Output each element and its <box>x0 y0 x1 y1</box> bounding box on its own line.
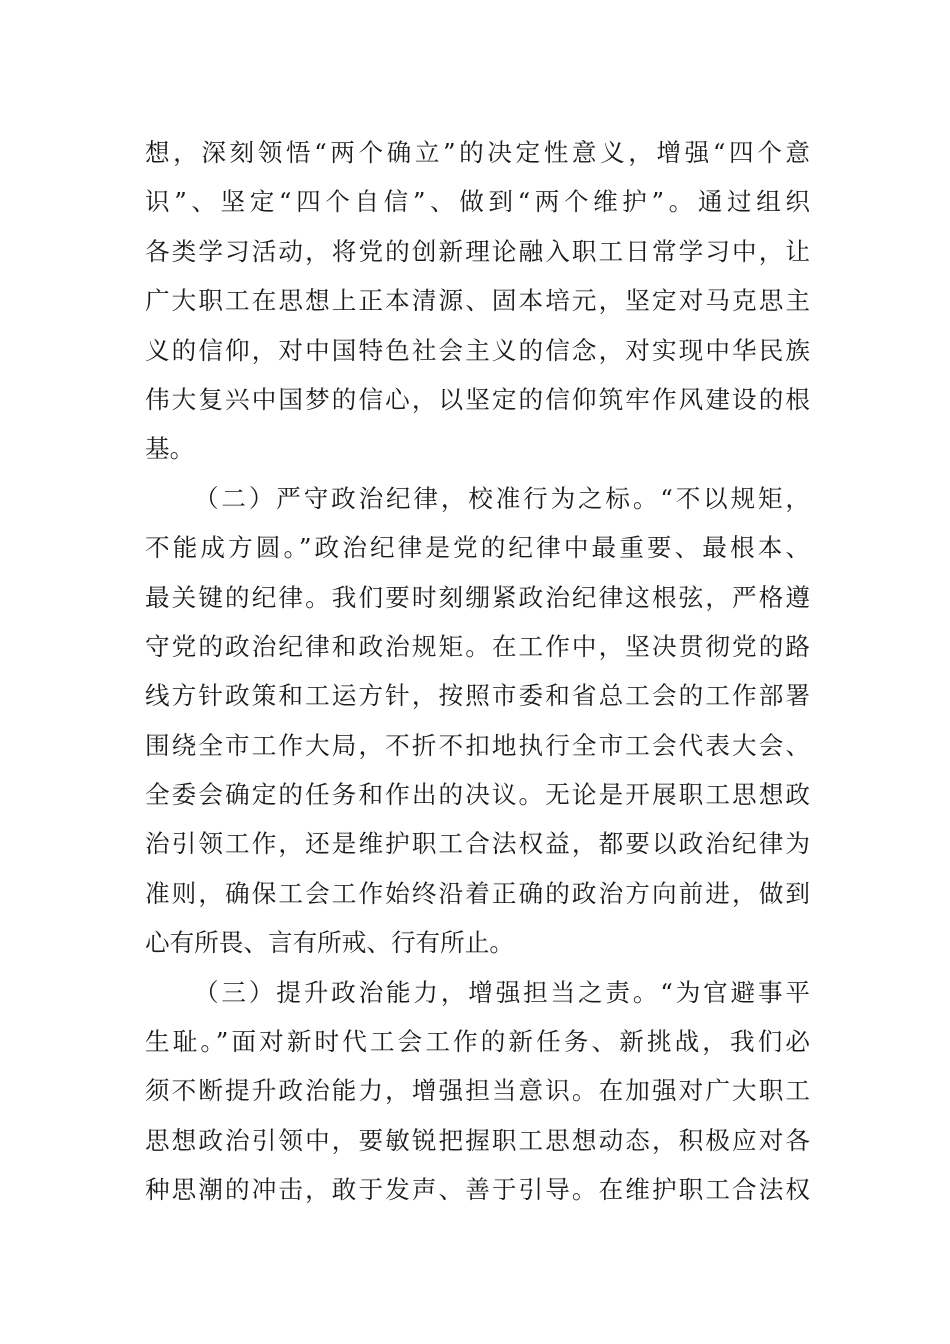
text-line: （三）提升政治能力，增强担当之责。“为官避事平 <box>194 977 810 1007</box>
text-line: 种思潮的冲击，敢于发声、善于引导。在维护职工合法权 <box>145 1175 810 1205</box>
text-line: 伟大复兴中国梦的信心，以坚定的信仰筑牢作风建设的根 <box>145 384 810 414</box>
text-line: 全委会确定的任务和作出的决议。无论是开展职工思想政 <box>145 780 810 810</box>
text-line: 须不断提升政治能力，增强担当意识。在加强对广大职工 <box>145 1076 810 1106</box>
text-line: 围绕全市工作大局，不折不扣地执行全市工会代表大会、 <box>145 730 810 760</box>
text-line: 治引领工作，还是维护职工合法权益，都要以政治纪律为 <box>145 829 810 859</box>
text-line: 基。 <box>145 434 195 464</box>
text-line: 守党的政治纪律和政治规矩。在工作中，坚决贯彻党的路 <box>145 631 810 661</box>
text-line: 不能成方圆。”政治纪律是党的纪律中最重要、最根本、 <box>145 533 810 563</box>
text-line: 心有所畏、言有所戒、行有所止。 <box>145 928 514 958</box>
text-line: （二）严守政治纪律，校准行为之标。“不以规矩， <box>194 483 810 513</box>
text-line: 想，深刻领悟“两个确立”的决定性意义，增强“四个意 <box>145 138 810 167</box>
text-line: 义的信仰，对中国特色社会主义的信念，对实现中华民族 <box>145 335 810 365</box>
text-line: 广大职工在思想上正本清源、固本培元，坚定对马克思主 <box>145 286 810 316</box>
body-text <box>145 128 810 1215</box>
text-line: 准则，确保工会工作始终沿着正确的政治方向前进，做到 <box>145 878 810 908</box>
text-line: 识”、坚定“四个自信”、做到“两个维护”。通过组织 <box>145 187 810 217</box>
text-line: 线方针政策和工运方针，按照市委和省总工会的工作部署 <box>145 681 810 711</box>
text-line: 思想政治引领中，要敏锐把握职工思想动态，积极应对各 <box>145 1125 810 1155</box>
text-line: 生耻。”面对新时代工会工作的新任务、新挑战，我们必 <box>145 1027 810 1057</box>
text-line: 最关键的纪律。我们要时刻绷紧政治纪律这根弦，严格遵 <box>145 582 810 612</box>
text-line: 各类学习活动，将党的创新理论融入职工日常学习中，让 <box>145 236 810 266</box>
